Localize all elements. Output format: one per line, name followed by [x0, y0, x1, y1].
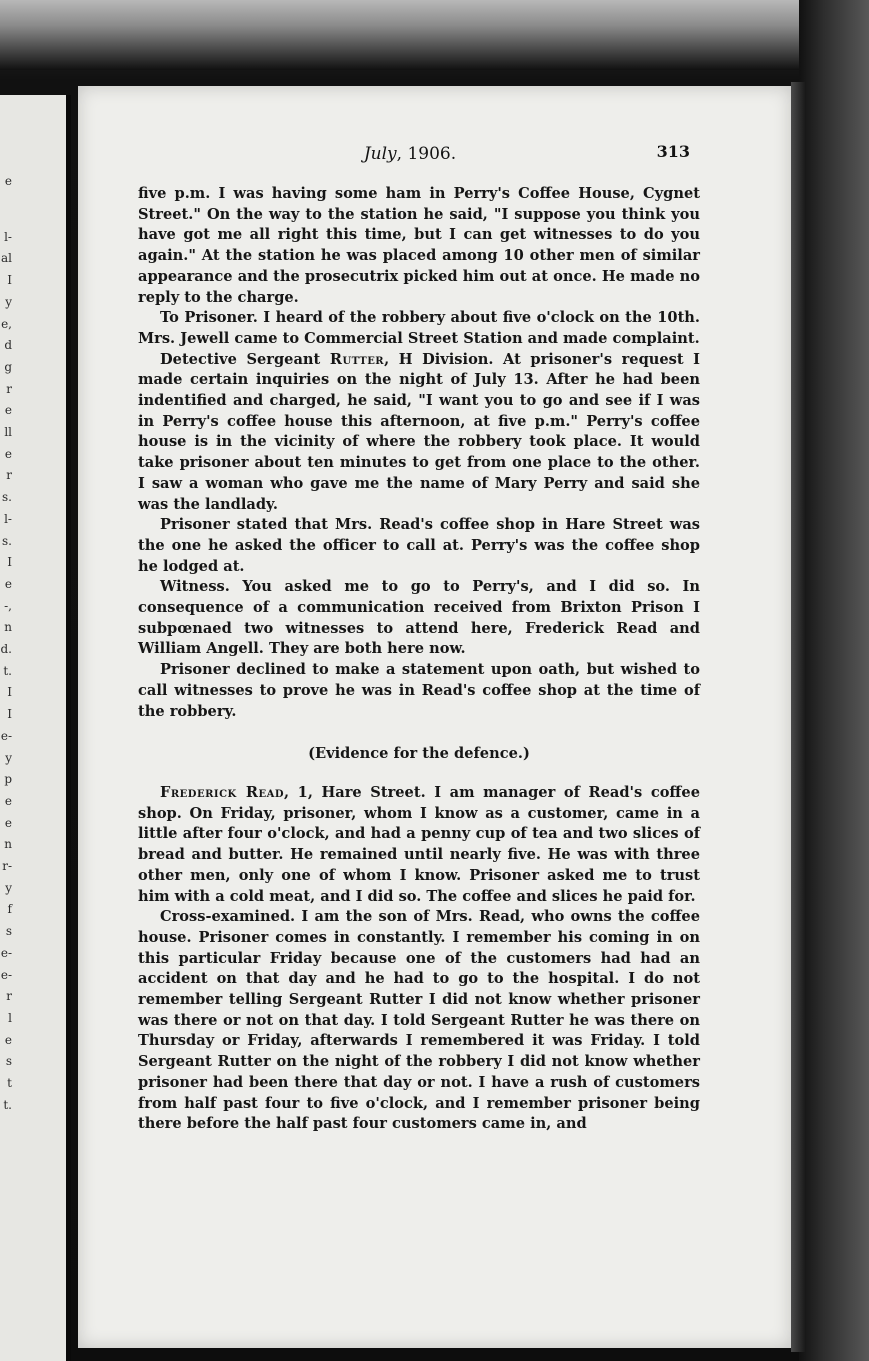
- running-head: [138, 144, 682, 164]
- facing-page-fragment: s.: [2, 490, 12, 505]
- facing-page-fragment: r-: [2, 859, 12, 873]
- facing-page-fragment: I: [7, 707, 12, 722]
- scan-top-shadow: [0, 0, 869, 70]
- scan-right-edge: [799, 0, 869, 1361]
- paragraph-text: To Prisoner. I heard of the robbery about five o'clock on the 10th. Mrs. Jewell came to Commercial Street Station and made complaint.: [138, 309, 700, 347]
- facing-page-fragment: e: [4, 403, 12, 418]
- paragraph: [138, 184, 700, 308]
- facing-page-fragment: f: [7, 902, 12, 917]
- facing-page-fragment: l: [8, 1010, 12, 1025]
- facing-page-fragment: d.: [0, 642, 12, 656]
- facing-page-fragment: r: [6, 468, 12, 483]
- facing-page-fragment: s: [5, 1054, 12, 1069]
- facing-page-fragment: ll: [4, 425, 12, 439]
- paragraph-text: Witness. You asked me to go to Perry's, and I did so. In consequence of a communication received from Brixton Prison I subpœnaed two witnesses to attend here, Frederick Read and William Angell. They are both here now.: [138, 578, 700, 658]
- book-page: [78, 86, 791, 1348]
- facing-page-fragment: I: [7, 555, 12, 570]
- facing-page-fragment: e-: [0, 728, 12, 743]
- facing-page-fragment: e: [4, 815, 12, 830]
- facing-page-fragment: s.: [2, 533, 12, 548]
- page-number: 313: [656, 142, 690, 161]
- facing-page-fragment: y: [5, 880, 12, 895]
- facing-page-fragment: e,: [1, 316, 12, 331]
- facing-page-fragment: t: [7, 1076, 12, 1090]
- facing-page-fragment: y: [5, 294, 12, 309]
- facing-page-fragment: r: [6, 989, 12, 1004]
- page-edge-shadow: [791, 82, 805, 1352]
- facing-page-fragment: e: [4, 1032, 12, 1047]
- paragraph-text: Prisoner stated that Mrs. Read's coffee shop in Hare Street was the one he asked the officer to call at. Perry's was the coffee shop he lodged at.: [138, 516, 700, 575]
- paragraph-text: Prisoner declined to make a statement upon oath, but wished to call witnesses to prove he was in Read's coffee shop at the time of the robbery.: [138, 661, 700, 720]
- facing-page-fragment: e-: [0, 967, 12, 982]
- facing-page-fragment: p: [4, 772, 12, 787]
- facing-page-edge: [0, 95, 71, 1361]
- paragraph-text: , H Division. At prisoner's request I made certain inquiries on the night of July 13. After he had been indentified and charged, he said, "I want you to go and see if I was in Perry's coffee house this afternoon, at five p.m." Perry's coffee house is in the vicinity of where the robbery took place. It would take prisoner about ten minutes to get from one place to the other. I saw a woman who gave me the name of Mary Perry and said she was the landlady.: [138, 350, 700, 513]
- facing-page-fragment: n: [4, 837, 12, 852]
- paragraph: [138, 515, 700, 577]
- facing-page-fragment: e: [4, 174, 12, 188]
- speaker-name: Frederick Read: [160, 783, 284, 801]
- facing-page-fragment: d: [4, 338, 12, 353]
- paragraph: [138, 783, 700, 907]
- facing-page-fragment: I: [7, 685, 12, 700]
- facing-page-fragment: s: [5, 924, 12, 939]
- facing-page-fragment: y: [5, 750, 12, 765]
- paragraph-text: (Evidence for the defence.): [308, 745, 530, 763]
- paragraph: [138, 577, 700, 660]
- facing-page-fragment: e: [4, 793, 12, 808]
- paragraph-text: five p.m. I was having some ham in Perry's Coffee House, Cygnet Street." On the way to the station he said, "I suppose you think you have got me all right this time, but I can get witnesses to do you again." At the station he was placed among 10 other men of similar appearance and the prosecutrix picked him out at once. He made no reply to the charge.: [138, 185, 700, 306]
- page-body: [138, 184, 700, 1135]
- facing-page-fragment: e: [4, 576, 12, 591]
- paragraph-text: , 1, Hare Street. I am manager of Read's coffee shop. On Friday, prisoner, whom I know as a customer, came in a little after four o'clock, and had a penny cup of tea and two slices of bread and butter. He remained until nearly five. He was with three other men, only one of whom I know. Prisoner asked me to trust him with a cold meat, and I did so. The coffee and slices he paid for.: [138, 783, 700, 905]
- facing-page-fragment: g: [4, 359, 12, 374]
- facing-page-fragment: l-: [4, 511, 12, 526]
- speaker-name: Rutter: [329, 350, 385, 368]
- paragraph: [138, 350, 700, 516]
- facing-page-fragment: t.: [3, 1097, 12, 1112]
- facing-page-fragment: t.: [3, 663, 12, 678]
- paragraph: [138, 660, 700, 722]
- facing-page-fragment: e-: [0, 945, 12, 960]
- running-head-year: , 1906.: [396, 144, 457, 164]
- section-heading: [138, 744, 700, 765]
- facing-page-fragment: I: [7, 273, 12, 288]
- facing-page-fragment: al: [1, 251, 12, 266]
- paragraph: [138, 907, 700, 1135]
- paragraph: [138, 308, 700, 349]
- facing-page-fragment: n: [4, 620, 12, 635]
- running-head-month: July: [363, 144, 397, 164]
- facing-page-fragment: e: [4, 446, 12, 461]
- facing-page-fragment: r: [6, 381, 12, 396]
- paragraph-text: Detective Sergeant: [160, 350, 330, 368]
- facing-page-fragment: l-: [4, 229, 12, 244]
- facing-page-fragment: -,: [4, 598, 12, 613]
- page-header: [138, 142, 690, 170]
- paragraph-text: Cross-examined. I am the son of Mrs. Read, who owns the coffee house. Prisoner comes in constantly. I remember his coming in on this particular Friday because one of the customers had had an accident on that day and he had to go to the hospital. I do not remember telling Sergeant Rutter I did not know whether prisoner was there or not on that day. I told Sergeant Rutter he was there on Thursday or Friday, afterwards I remembered it was Friday. I told Sergeant Rutter on the night of the robbery I did not know whether prisoner had been there that day or not. I have a rush of customers from half past four to five o'clock, and I remember prisoner being there before the half past four customers came in, and: [138, 908, 700, 1133]
